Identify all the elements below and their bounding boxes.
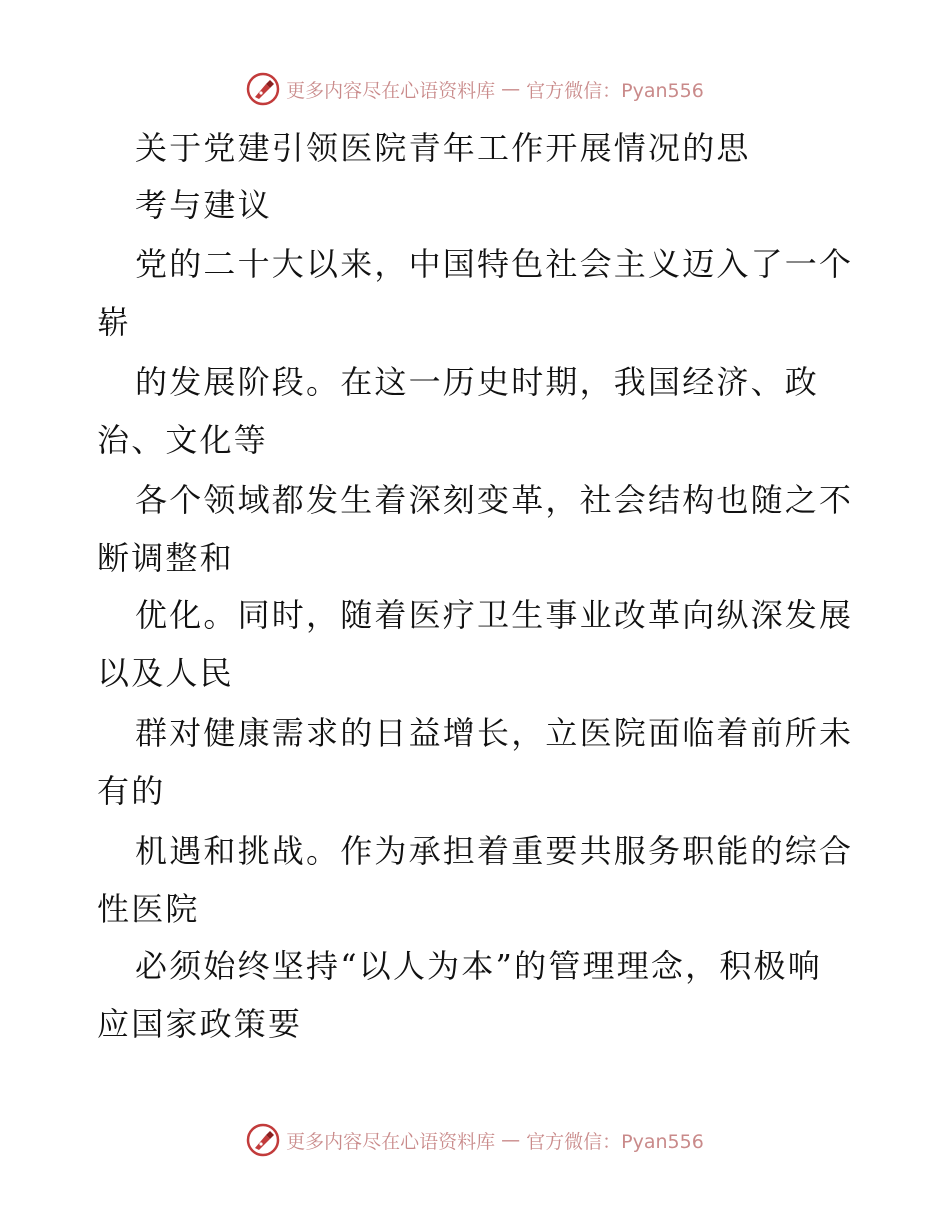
paragraph-line: 优化。同时，随着医疗卫生事业改革向纵深发展 (135, 596, 854, 634)
paragraph-line: 有的 (97, 772, 166, 810)
document-title-line-1: 关于党建引领医院青年工作开展情况的思 (135, 129, 751, 167)
paragraph-line: 的发展阶段。在这一历史时期，我国经济、政 (135, 363, 820, 401)
watermark-site-text: 更多内容尽在心语资料库 (286, 1130, 496, 1153)
paragraph-line: 群对健康需求的日益增长，立医院面临着前所未 (135, 714, 854, 752)
watermark-wechat-text: 官方微信：Pyan556 (526, 1130, 704, 1153)
paragraph-line: 必须始终坚持“以人为本”的管理理念，积极响 (135, 947, 822, 985)
paragraph-line: 断调整和 (97, 539, 234, 577)
watermark-separator: — (501, 78, 521, 100)
paragraph-line: 治、文化等 (97, 421, 269, 459)
footer-watermark (0, 1123, 950, 1157)
paragraph-line: 崭 (97, 303, 132, 341)
paragraph-line: 党的二十大以来，中国特色社会主义迈入了一个 (135, 245, 854, 283)
watermark-separator: — (501, 1129, 521, 1151)
document-title-line-2: 考与建议 (135, 186, 272, 224)
paragraph-line: 各个领域都发生着深刻变革，社会结构也随之不 (135, 481, 854, 519)
paragraph-line: 性医院 (97, 890, 200, 928)
paragraph-line: 以及人民 (97, 654, 234, 692)
pen-nib-logo-icon (246, 1123, 280, 1157)
paragraph-line: 应国家政策要 (97, 1005, 303, 1043)
watermark-wechat-text: 官方微信：Pyan556 (526, 79, 704, 102)
paragraph-line: 机遇和挑战。作为承担着重要共服务职能的综合 (135, 832, 854, 870)
watermark-site-text: 更多内容尽在心语资料库 (286, 79, 496, 102)
